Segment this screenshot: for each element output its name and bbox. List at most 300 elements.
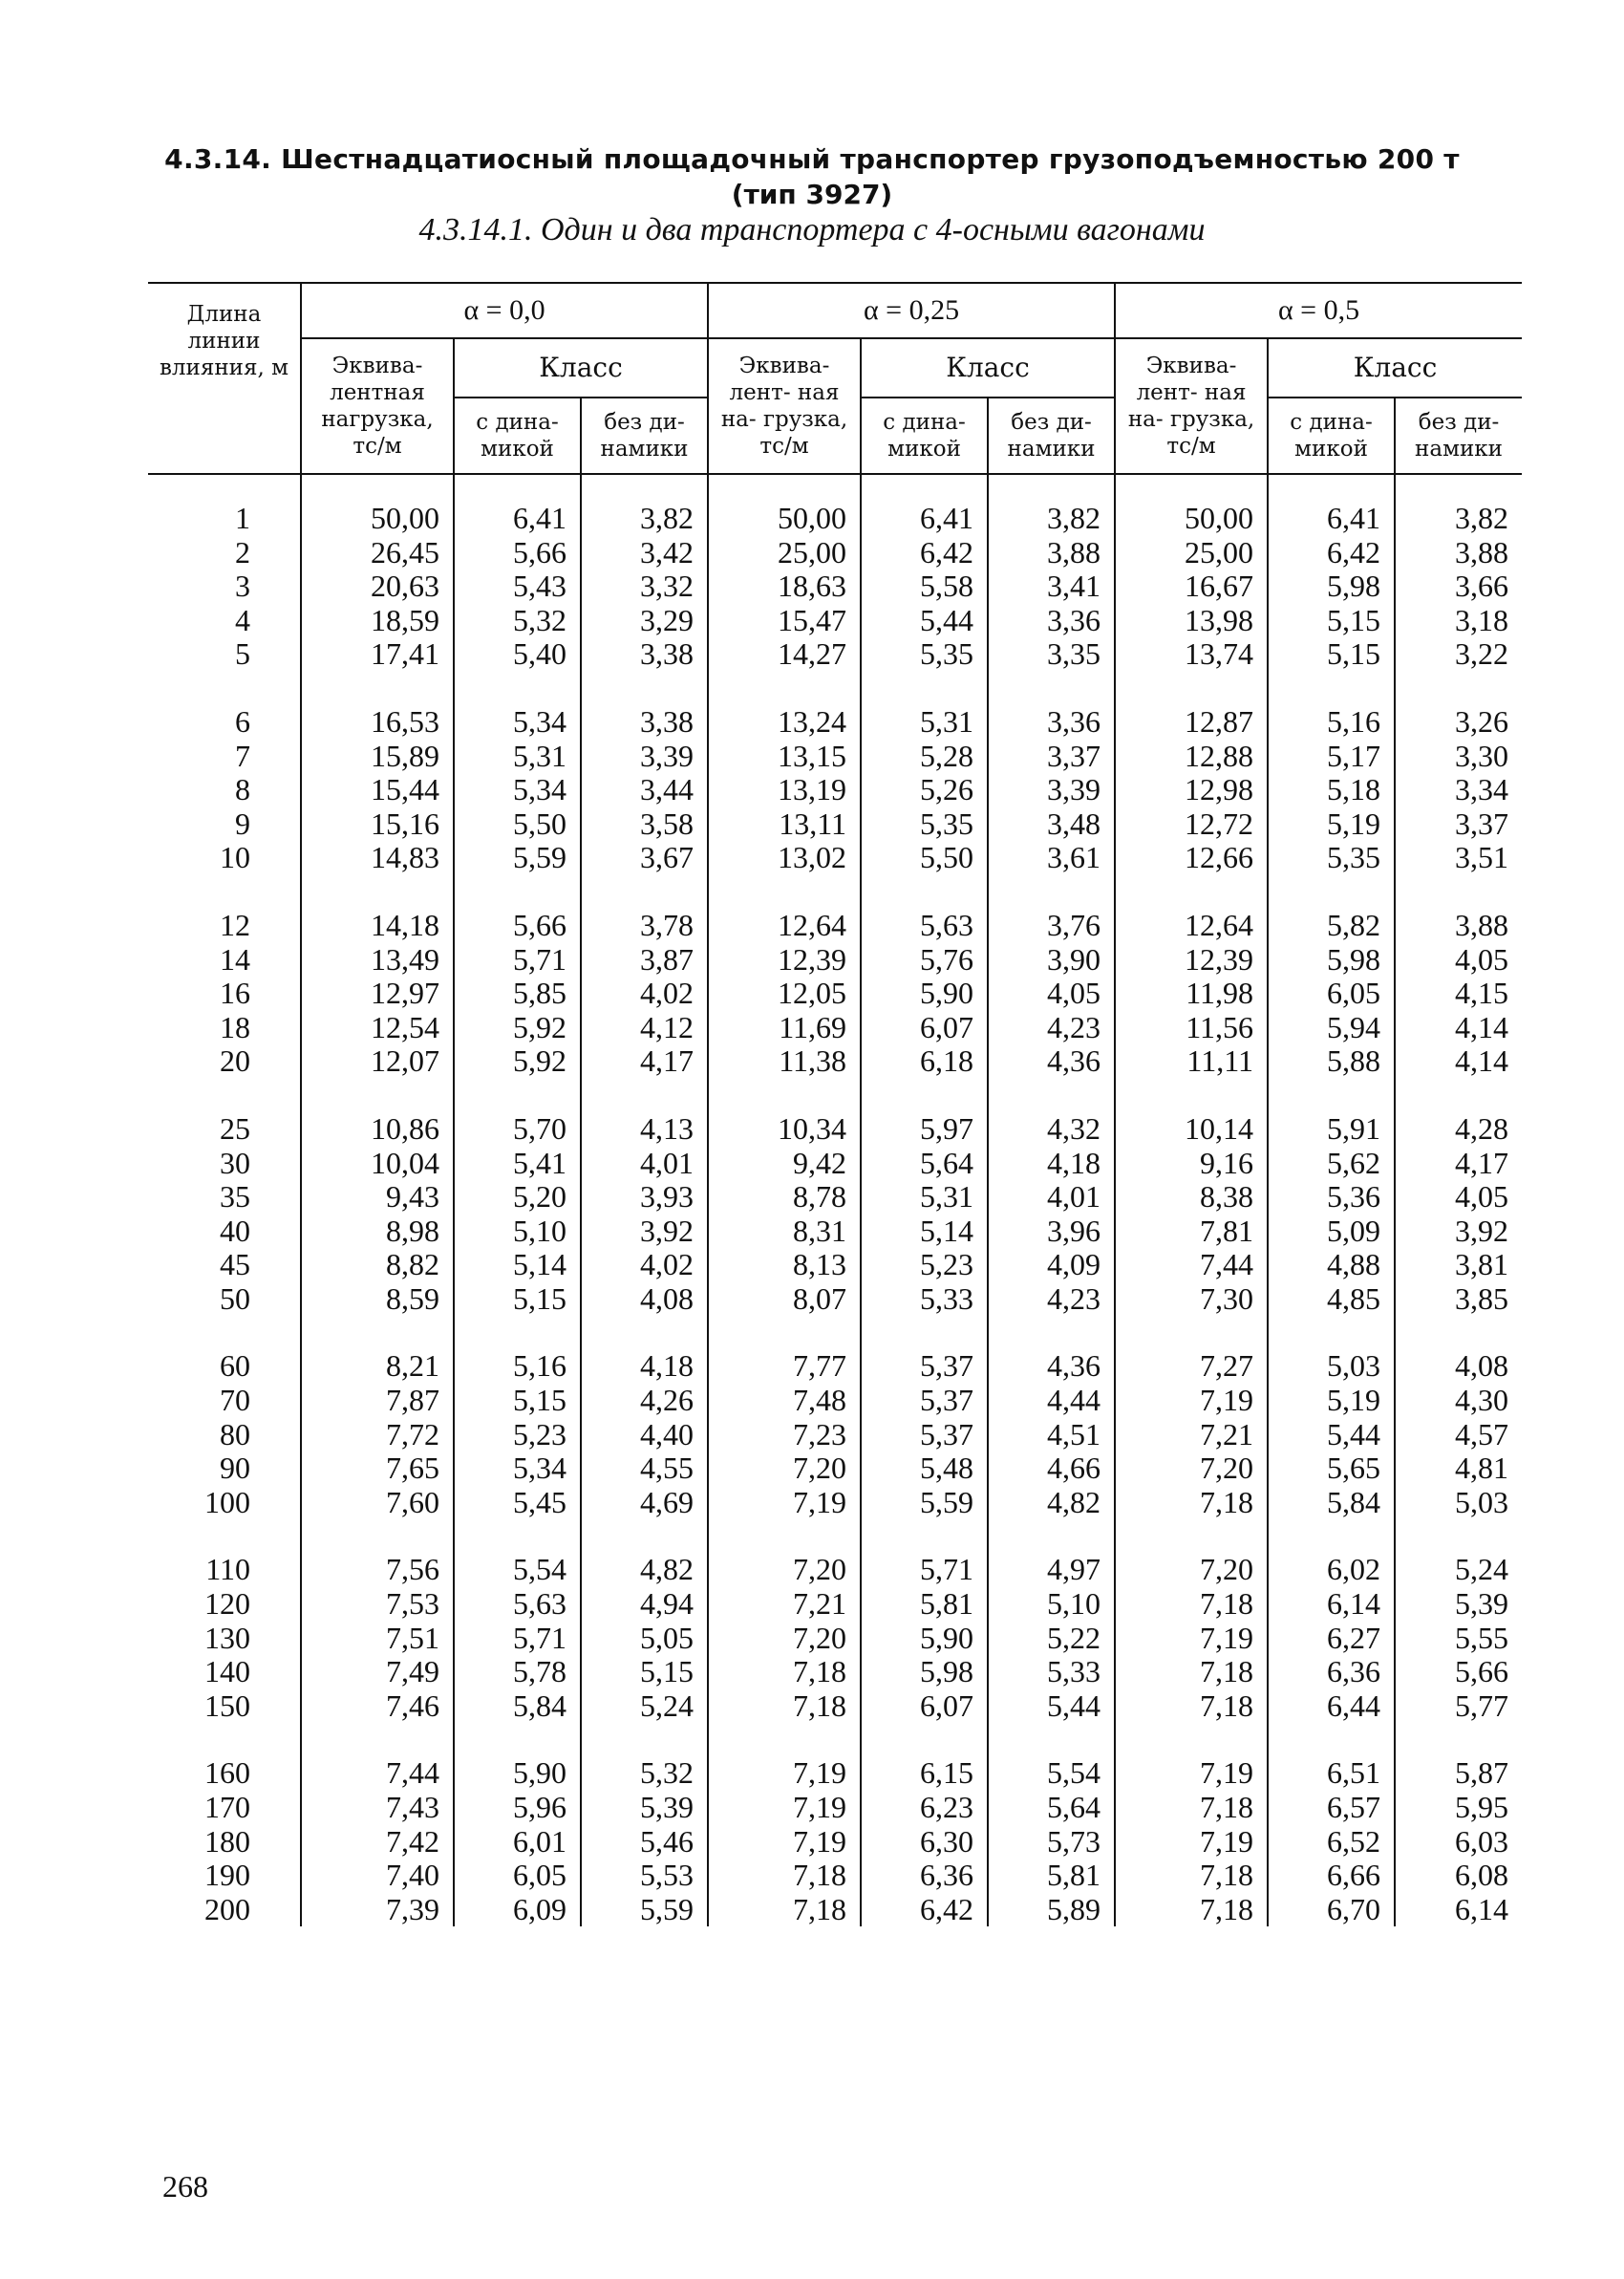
value-cell: 6,66 (1268, 1859, 1395, 1893)
value-cell: 3,88 (1395, 536, 1522, 570)
value-cell: 12,97 (301, 977, 454, 1011)
value-cell: 4,18 (988, 1147, 1115, 1181)
value-cell: 7,19 (1115, 1756, 1268, 1791)
value-cell: 5,34 (454, 705, 581, 740)
value-cell: 4,05 (1395, 1180, 1522, 1215)
value-cell: 4,08 (581, 1282, 708, 1317)
table-row (148, 740, 1522, 774)
length-cell: 70 (220, 1383, 250, 1418)
value-cell: 11,98 (1115, 977, 1268, 1011)
value-cell: 8,98 (301, 1215, 454, 1249)
table-row (148, 570, 1522, 604)
value-cell: 12,98 (1115, 773, 1268, 807)
value-cell: 8,82 (301, 1248, 454, 1282)
value-cell: 5,15 (1268, 604, 1395, 638)
value-cell: 4,05 (1395, 943, 1522, 978)
table-row (148, 841, 1522, 875)
value-cell: 18,59 (301, 604, 454, 638)
value-cell: 7,49 (301, 1655, 454, 1689)
value-cell: 6,42 (861, 1893, 988, 1927)
value-cell: 50,00 (1115, 502, 1268, 536)
value-cell: 5,15 (454, 1282, 581, 1317)
value-cell: 7,46 (301, 1689, 454, 1724)
value-cell: 5,66 (454, 909, 581, 943)
value-cell: 5,28 (861, 740, 988, 774)
value-cell: 4,23 (988, 1282, 1115, 1317)
value-cell: 3,38 (581, 705, 708, 740)
value-cell: 7,21 (1115, 1418, 1268, 1452)
value-cell: 7,51 (301, 1622, 454, 1656)
value-cell: 3,78 (581, 909, 708, 943)
value-cell: 7,81 (1115, 1215, 1268, 1249)
value-cell: 5,14 (861, 1215, 988, 1249)
value-cell: 5,44 (1268, 1418, 1395, 1452)
value-cell: 5,78 (454, 1655, 581, 1689)
value-cell: 5,50 (861, 841, 988, 875)
value-cell: 7,44 (301, 1756, 454, 1791)
table-row (148, 1859, 1522, 1893)
value-cell: 5,37 (861, 1384, 988, 1418)
value-cell: 6,14 (1395, 1893, 1522, 1927)
value-cell: 5,23 (454, 1418, 581, 1452)
table-row (148, 1248, 1522, 1282)
value-cell: 5,64 (861, 1147, 988, 1181)
value-cell: 5,46 (581, 1825, 708, 1860)
value-cell: 3,82 (581, 502, 708, 536)
value-cell: 4,81 (1395, 1451, 1522, 1486)
value-cell: 6,36 (1268, 1655, 1395, 1689)
table-row (148, 1587, 1522, 1622)
value-cell: 11,69 (708, 1011, 861, 1045)
value-cell: 3,66 (1395, 570, 1522, 604)
value-cell: 5,88 (1268, 1044, 1395, 1079)
value-cell: 3,93 (581, 1180, 708, 1215)
value-cell: 6,15 (861, 1756, 988, 1791)
value-cell: 3,26 (1395, 705, 1522, 740)
value-cell: 4,57 (1395, 1418, 1522, 1452)
value-cell: 7,87 (301, 1384, 454, 1418)
value-cell: 5,32 (581, 1756, 708, 1791)
value-cell: 6,05 (1268, 977, 1395, 1011)
value-cell: 7,18 (708, 1893, 861, 1927)
value-cell: 6,51 (1268, 1756, 1395, 1791)
value-cell: 15,44 (301, 773, 454, 807)
value-cell: 11,56 (1115, 1011, 1268, 1045)
value-cell: 5,92 (454, 1044, 581, 1079)
value-cell: 5,45 (454, 1486, 581, 1520)
value-cell: 3,61 (988, 841, 1115, 875)
value-cell: 5,71 (861, 1553, 988, 1587)
alpha-group-header: α = 0,5 (1115, 283, 1522, 338)
value-cell: 3,41 (988, 570, 1115, 604)
value-cell: 4,15 (1395, 977, 1522, 1011)
table-row (148, 943, 1522, 978)
value-cell: 6,30 (861, 1825, 988, 1860)
table-row (148, 1791, 1522, 1825)
value-cell: 12,05 (708, 977, 861, 1011)
table-row (148, 1622, 1522, 1656)
table-row (148, 773, 1522, 807)
length-cell: 12 (220, 907, 250, 942)
value-cell: 5,53 (581, 1859, 708, 1893)
value-cell: 7,18 (1115, 1893, 1268, 1927)
value-cell: 4,14 (1395, 1011, 1522, 1045)
value-cell: 5,81 (861, 1587, 988, 1622)
value-cell: 4,36 (988, 1349, 1115, 1384)
value-cell: 5,22 (988, 1622, 1115, 1656)
value-cell: 7,65 (301, 1451, 454, 1486)
value-cell: 5,43 (454, 570, 581, 604)
value-cell: 12,39 (708, 943, 861, 978)
value-cell: 9,42 (708, 1147, 861, 1181)
value-cell: 13,24 (708, 705, 861, 740)
table-row (148, 1147, 1522, 1181)
value-cell: 5,41 (454, 1147, 581, 1181)
length-cell: 60 (220, 1348, 250, 1384)
value-cell: 5,63 (454, 1587, 581, 1622)
value-cell: 5,44 (988, 1689, 1115, 1724)
with-dynamics-header: с дина- микой (861, 398, 988, 474)
length-cell: 140 (204, 1654, 250, 1689)
value-cell: 5,15 (1268, 637, 1395, 672)
value-cell: 5,37 (861, 1349, 988, 1384)
value-cell: 3,88 (988, 536, 1115, 570)
value-cell: 5,34 (454, 773, 581, 807)
table-row (148, 1451, 1522, 1486)
value-cell: 6,03 (1395, 1825, 1522, 1860)
value-cell: 5,98 (1268, 570, 1395, 604)
value-cell: 4,28 (1395, 1112, 1522, 1147)
value-cell: 5,26 (861, 773, 988, 807)
value-cell: 5,19 (1268, 1384, 1395, 1418)
class-header: Класс (454, 338, 708, 398)
value-cell: 12,07 (301, 1044, 454, 1079)
table-row (148, 1282, 1522, 1317)
length-cell: 8 (235, 772, 250, 807)
row-spacer (148, 1519, 1522, 1553)
value-cell: 5,35 (861, 637, 988, 672)
value-cell: 13,15 (708, 740, 861, 774)
value-cell: 7,60 (301, 1486, 454, 1520)
value-cell: 6,44 (1268, 1689, 1395, 1724)
value-cell: 6,36 (861, 1859, 988, 1893)
value-cell: 5,64 (988, 1791, 1115, 1825)
class-header: Класс (861, 338, 1115, 398)
value-cell: 6,42 (861, 536, 988, 570)
value-cell: 8,78 (708, 1180, 861, 1215)
length-cell: 5 (235, 636, 250, 672)
value-cell: 7,19 (708, 1756, 861, 1791)
value-cell: 4,18 (581, 1349, 708, 1384)
value-cell: 8,07 (708, 1282, 861, 1317)
value-cell: 13,02 (708, 841, 861, 875)
value-cell: 7,18 (1115, 1689, 1268, 1724)
length-cell: 6 (235, 703, 250, 739)
value-cell: 5,14 (454, 1248, 581, 1282)
value-cell: 4,55 (581, 1451, 708, 1486)
value-cell: 16,67 (1115, 570, 1268, 604)
value-cell: 5,31 (861, 1180, 988, 1215)
table-body (148, 474, 1522, 1926)
value-cell: 5,20 (454, 1180, 581, 1215)
value-cell: 3,34 (1395, 773, 1522, 807)
alpha-group-header: α = 0,0 (301, 283, 708, 338)
value-cell: 7,44 (1115, 1248, 1268, 1282)
value-cell: 7,18 (708, 1859, 861, 1893)
equivalent-load-header: Эквива- лент- ная на- грузка, тс/м (708, 338, 861, 474)
row-spacer (148, 1723, 1522, 1756)
value-cell: 5,77 (1395, 1689, 1522, 1724)
value-cell: 6,01 (454, 1825, 581, 1860)
value-cell: 14,27 (708, 637, 861, 672)
value-cell: 3,37 (1395, 807, 1522, 842)
value-cell: 7,77 (708, 1349, 861, 1384)
value-cell: 3,85 (1395, 1282, 1522, 1317)
value-cell: 7,18 (1115, 1486, 1268, 1520)
value-cell: 6,05 (454, 1859, 581, 1893)
value-cell: 7,20 (708, 1451, 861, 1486)
length-cell: 150 (204, 1688, 250, 1723)
table-row (148, 909, 1522, 943)
value-cell: 5,05 (581, 1622, 708, 1656)
value-cell: 4,02 (581, 1248, 708, 1282)
value-cell: 6,52 (1268, 1825, 1395, 1860)
value-cell: 4,26 (581, 1384, 708, 1418)
value-cell: 4,82 (581, 1553, 708, 1587)
value-cell: 12,88 (1115, 740, 1268, 774)
table-row (148, 705, 1522, 740)
value-cell: 15,16 (301, 807, 454, 842)
value-cell: 13,11 (708, 807, 861, 842)
value-cell: 5,76 (861, 943, 988, 978)
value-cell: 3,58 (581, 807, 708, 842)
section-title-type: (тип 3927) (731, 179, 893, 210)
value-cell: 3,32 (581, 570, 708, 604)
value-cell: 6,42 (1268, 536, 1395, 570)
value-cell: 25,00 (708, 536, 861, 570)
value-cell: 6,41 (454, 502, 581, 536)
value-cell: 6,18 (861, 1044, 988, 1079)
value-cell: 6,14 (1268, 1587, 1395, 1622)
row-spacer (148, 474, 1522, 502)
value-cell: 6,02 (1268, 1553, 1395, 1587)
value-cell: 12,72 (1115, 807, 1268, 842)
value-cell: 5,92 (454, 1011, 581, 1045)
page-number: 268 (162, 2169, 208, 2204)
value-cell: 4,08 (1395, 1349, 1522, 1384)
row-spacer (148, 1079, 1522, 1112)
value-cell: 3,96 (988, 1215, 1115, 1249)
value-cell: 5,17 (1268, 740, 1395, 774)
value-cell: 6,23 (861, 1791, 988, 1825)
value-cell: 5,90 (861, 977, 988, 1011)
value-cell: 4,14 (1395, 1044, 1522, 1079)
value-cell: 5,18 (1268, 773, 1395, 807)
value-cell: 5,73 (988, 1825, 1115, 1860)
table-row (148, 1215, 1522, 1249)
value-cell: 13,98 (1115, 604, 1268, 638)
length-cell: 35 (220, 1179, 250, 1215)
value-cell: 5,98 (861, 1655, 988, 1689)
value-cell: 4,02 (581, 977, 708, 1011)
value-cell: 7,19 (708, 1825, 861, 1860)
value-cell: 5,71 (454, 1622, 581, 1656)
length-cell: 190 (204, 1858, 250, 1893)
value-cell: 4,88 (1268, 1248, 1395, 1282)
value-cell: 7,30 (1115, 1282, 1268, 1317)
value-cell: 7,18 (708, 1655, 861, 1689)
value-cell: 6,07 (861, 1011, 988, 1045)
value-cell: 4,17 (1395, 1147, 1522, 1181)
value-cell: 5,31 (861, 705, 988, 740)
value-cell: 6,07 (861, 1689, 988, 1724)
value-cell: 6,08 (1395, 1859, 1522, 1893)
value-cell: 4,69 (581, 1486, 708, 1520)
value-cell: 5,54 (988, 1756, 1115, 1791)
value-cell: 5,33 (861, 1282, 988, 1317)
value-cell: 5,59 (454, 841, 581, 875)
value-cell: 5,16 (454, 1349, 581, 1384)
length-cell: 170 (204, 1790, 250, 1824)
value-cell: 25,00 (1115, 536, 1268, 570)
value-cell: 3,76 (988, 909, 1115, 943)
length-cell: 16 (220, 976, 250, 1011)
value-cell: 5,91 (1268, 1112, 1395, 1147)
value-cell: 3,92 (581, 1215, 708, 1249)
value-cell: 18,63 (708, 570, 861, 604)
row-spacer (148, 875, 1522, 909)
value-cell: 5,62 (1268, 1147, 1395, 1181)
value-cell: 4,13 (581, 1112, 708, 1147)
value-cell: 5,81 (988, 1859, 1115, 1893)
value-cell: 8,21 (301, 1349, 454, 1384)
value-cell: 5,90 (454, 1756, 581, 1791)
subsection-title: 4.3.14.1. Один и два транспортера с 4-осными вагонами (418, 212, 1206, 247)
value-cell: 4,66 (988, 1451, 1115, 1486)
value-cell: 7,20 (1115, 1451, 1268, 1486)
value-cell: 4,17 (581, 1044, 708, 1079)
length-cell: 9 (235, 806, 250, 841)
value-cell: 3,82 (1395, 502, 1522, 536)
value-cell: 7,39 (301, 1893, 454, 1927)
value-cell: 5,32 (454, 604, 581, 638)
value-cell: 5,36 (1268, 1180, 1395, 1215)
value-cell: 7,20 (708, 1622, 861, 1656)
value-cell: 7,19 (1115, 1622, 1268, 1656)
value-cell: 5,84 (454, 1689, 581, 1724)
value-cell: 3,42 (581, 536, 708, 570)
without-dynamics-header: без ди- намики (581, 398, 708, 474)
value-cell: 50,00 (708, 502, 861, 536)
value-cell: 3,30 (1395, 740, 1522, 774)
value-cell: 4,36 (988, 1044, 1115, 1079)
value-cell: 3,39 (988, 773, 1115, 807)
value-cell: 5,66 (454, 536, 581, 570)
value-cell: 4,12 (581, 1011, 708, 1045)
equivalent-load-header: Эквива- лентная нагрузка, тс/м (301, 338, 454, 474)
value-cell: 12,54 (301, 1011, 454, 1045)
length-cell: 10 (220, 840, 250, 875)
value-cell: 7,21 (708, 1587, 861, 1622)
value-cell: 3,36 (988, 604, 1115, 638)
section-title: 4.3.14. Шестнадцатиосный площадочный транспортер грузоподъемностью 200 т (164, 143, 1460, 175)
table-row (148, 1112, 1522, 1147)
value-cell: 5,16 (1268, 705, 1395, 740)
length-cell: 80 (220, 1416, 250, 1451)
length-cell: 4 (235, 602, 250, 637)
table-row (148, 807, 1522, 842)
value-cell: 3,88 (1395, 909, 1522, 943)
value-cell: 10,86 (301, 1112, 454, 1147)
value-cell: 7,19 (1115, 1384, 1268, 1418)
value-cell: 5,19 (1268, 807, 1395, 842)
value-cell: 5,66 (1395, 1655, 1522, 1689)
table-row (148, 1044, 1522, 1079)
value-cell: 5,82 (1268, 909, 1395, 943)
value-cell: 5,09 (1268, 1215, 1395, 1249)
length-cell: 50 (220, 1280, 250, 1316)
without-dynamics-header: без ди- намики (1395, 398, 1522, 474)
length-cell: 180 (204, 1823, 250, 1859)
table-row (148, 1180, 1522, 1215)
value-cell: 5,24 (1395, 1553, 1522, 1587)
value-cell: 4,05 (988, 977, 1115, 1011)
table-row (148, 1893, 1522, 1927)
table-row (148, 502, 1522, 536)
value-cell: 3,92 (1395, 1215, 1522, 1249)
value-cell: 6,41 (861, 502, 988, 536)
table-row (148, 604, 1522, 638)
value-cell: 9,43 (301, 1180, 454, 1215)
value-cell: 4,32 (988, 1112, 1115, 1147)
table-row (148, 1384, 1522, 1418)
value-cell: 4,82 (988, 1486, 1115, 1520)
value-cell: 4,01 (988, 1180, 1115, 1215)
value-cell: 7,48 (708, 1384, 861, 1418)
value-cell: 50,00 (301, 502, 454, 536)
value-cell: 5,59 (581, 1893, 708, 1927)
value-cell: 11,38 (708, 1044, 861, 1079)
value-cell: 16,53 (301, 705, 454, 740)
value-cell: 7,43 (301, 1791, 454, 1825)
value-cell: 5,65 (1268, 1451, 1395, 1486)
value-cell: 5,15 (581, 1655, 708, 1689)
value-cell: 7,18 (1115, 1859, 1268, 1893)
value-cell: 13,74 (1115, 637, 1268, 672)
value-cell: 20,63 (301, 570, 454, 604)
value-cell: 17,41 (301, 637, 454, 672)
table-row (148, 637, 1522, 672)
value-cell: 6,09 (454, 1893, 581, 1927)
value-cell: 15,89 (301, 740, 454, 774)
value-cell: 3,81 (1395, 1248, 1522, 1282)
value-cell: 7,53 (301, 1587, 454, 1622)
value-cell: 4,97 (988, 1553, 1115, 1587)
value-cell: 3,90 (988, 943, 1115, 978)
table-row (148, 1825, 1522, 1860)
value-cell: 12,64 (708, 909, 861, 943)
length-column-header: Длина линии влияния, м (148, 283, 301, 474)
length-cell: 7 (235, 738, 250, 773)
length-cell: 160 (204, 1755, 250, 1791)
value-cell: 5,58 (861, 570, 988, 604)
value-cell: 5,89 (988, 1893, 1115, 1927)
value-cell: 3,37 (988, 740, 1115, 774)
value-cell: 10,04 (301, 1147, 454, 1181)
value-cell: 5,15 (454, 1384, 581, 1418)
value-cell: 7,23 (708, 1418, 861, 1452)
value-cell: 5,54 (454, 1553, 581, 1587)
